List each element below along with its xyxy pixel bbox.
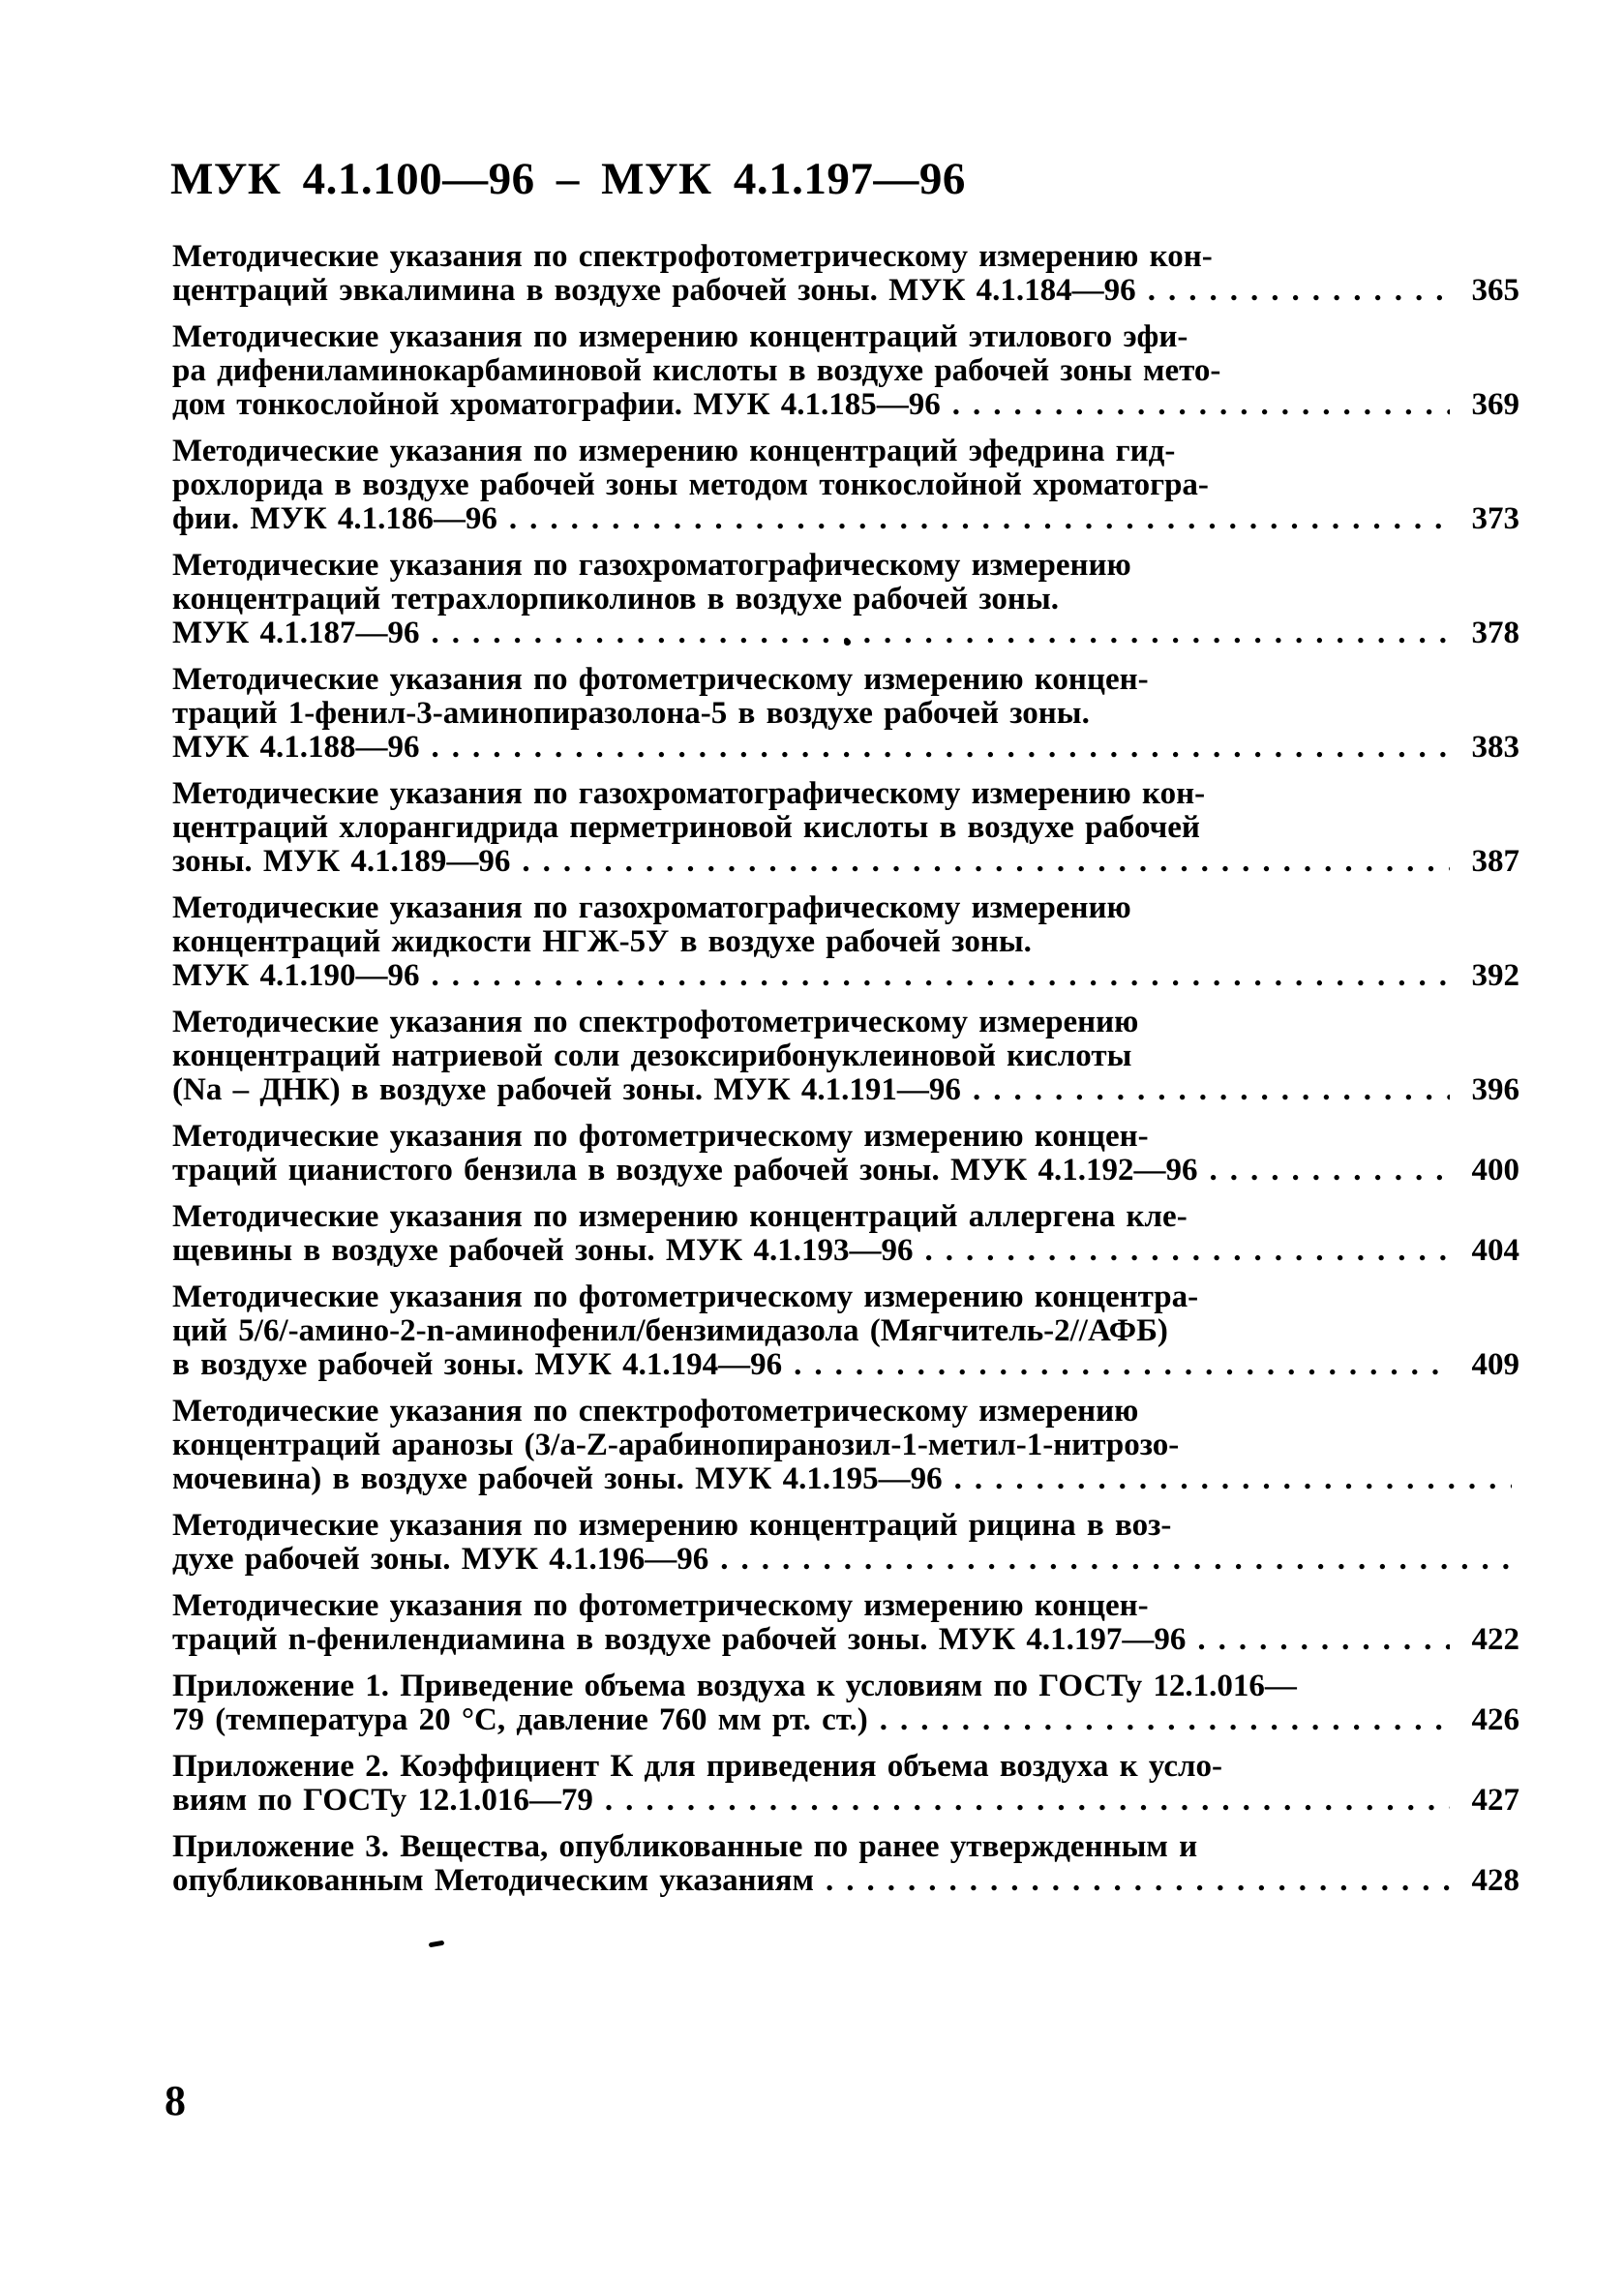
toc-entry-line: Методические указания по спектрофотометрическому измерению (172, 1005, 1139, 1039)
toc-entry (172, 663, 1519, 765)
toc-entry-page: 383 (1471, 730, 1519, 765)
toc-entry-last-line (172, 1864, 1519, 1898)
toc-entry-line: концентраций натриевой соли дезоксирибонуклеиновой кислоты (172, 1038, 1132, 1073)
dot-leader (1210, 1154, 1451, 1188)
toc-entry-last-line (172, 1073, 1519, 1107)
toc-entry-text: траций n-фенилендиамина в воздухе рабочей зоны. МУК 4.1.197—96 (172, 1622, 1187, 1657)
toc-entry-line: траций 1-фенил-3-аминопиразолона-5 в воздухе рабочей зоны. (172, 696, 1090, 731)
dot-leader (720, 1543, 1512, 1577)
toc-entry-page: 387 (1471, 844, 1519, 879)
toc-entry-line: Методические указания по измерению концентраций этилового эфи- (172, 319, 1188, 354)
toc-list (172, 240, 1519, 1911)
toc-entry-text: 79 (температура 20 °С, давление 760 мм рт. ст.) (172, 1702, 868, 1737)
toc-entry-page: 369 (1471, 387, 1519, 422)
dot-leader (432, 959, 1450, 993)
toc-entry-last-line (172, 1543, 1519, 1577)
dot-leader (954, 1462, 1512, 1496)
toc-entry-last-line (172, 1784, 1519, 1818)
toc-entry (172, 1200, 1519, 1268)
toc-entry-text: в воздухе рабочей зоны. МУК 4.1.194—96 (172, 1347, 783, 1382)
toc-entry-text: МУК 4.1.190—96 (172, 958, 420, 993)
toc-entry-page: 422 (1471, 1622, 1519, 1657)
toc-entry-line: Методические указания по фотометрическому измерению концентра- (172, 1279, 1199, 1314)
toc-entry-line: Методические указания по спектрофотометрическому измерению (172, 1394, 1139, 1429)
toc-entry-line: центраций хлорангидрида перметриновой кислоты в воздухе рабочей (172, 810, 1200, 845)
dot-leader (522, 845, 1450, 879)
toc-entry-text: виям по ГОСТу 12.1.016—79 (172, 1783, 593, 1818)
toc-entry-line: Методические указания по измерению концентраций эфедрина гид- (172, 434, 1176, 468)
toc-entry-text: зоны. МУК 4.1.189—96 (172, 844, 511, 879)
toc-entry-last-line (172, 731, 1519, 765)
toc-entry-last-line (172, 274, 1519, 308)
toc-entry-last-line (172, 1703, 1519, 1737)
toc-entry-line: Приложение 2. Коэффициент К для приведения объема воздуха к усло- (172, 1749, 1222, 1784)
toc-entry-text: мочевина) в воздухе рабочей зоны. МУК 4.1.195—96 (172, 1461, 943, 1496)
toc-entry-line: Методические указания по газохроматографическому измерению кон- (172, 776, 1206, 811)
toc-entry-line: Методические указания по измерению концентраций рицина в воз- (172, 1508, 1172, 1543)
dot-leader (605, 1784, 1450, 1818)
toc-entry (172, 1750, 1519, 1818)
dot-leader (880, 1703, 1450, 1737)
scan-artifact-dot (844, 639, 851, 646)
toc-entry-line: Методические указания по измерению концентраций аллергена кле- (172, 1199, 1188, 1234)
toc-entry (172, 240, 1519, 308)
toc-entry-line: ций 5/6/-амино-2-n-аминофенил/бензимидазола (Мягчитель-2//АФБ) (172, 1313, 1168, 1348)
toc-entry (172, 320, 1519, 422)
toc-entry (172, 1670, 1519, 1737)
toc-entry-last-line (172, 845, 1519, 879)
toc-entry (172, 1395, 1519, 1496)
toc-entry-last-line (172, 1462, 1519, 1496)
toc-entry-text: центраций эвкалимина в воздухе рабочей зоны. МУК 4.1.184—96 (172, 273, 1136, 308)
toc-entry-last-line (172, 959, 1519, 993)
toc-entry-text: (Na – ДНК) в воздухе рабочей зоны. МУК 4.1.191—96 (172, 1072, 961, 1107)
dot-leader (794, 1348, 1450, 1382)
toc-entry-text: МУК 4.1.187—96 (172, 616, 420, 650)
page-title: МУК 4.1.100—96 – МУК 4.1.197—96 (170, 154, 966, 204)
toc-entry-text: опубликованным Методическим указаниям (172, 1863, 814, 1898)
toc-entry-line: концентраций тетрахлорпиколинов в воздухе рабочей зоны. (172, 582, 1059, 617)
toc-entry-line: Приложение 3. Вещества, опубликованные по ранее утвержденным и (172, 1829, 1198, 1864)
toc-entry-last-line (172, 1348, 1519, 1382)
toc-entry-line: Методические указания по фотометрическому измерению концен- (172, 1588, 1149, 1623)
toc-entry-page: 392 (1471, 958, 1519, 993)
dot-leader (924, 1234, 1450, 1268)
toc-entry (172, 1120, 1519, 1188)
toc-entry (172, 1006, 1519, 1107)
toc-entry-line: концентраций аранозы (3/а-Z-арабинопиранозил-1-метил-1-нитрозо- (172, 1428, 1180, 1462)
toc-entry-line: Методические указания по фотометрическому измерению концен- (172, 1119, 1149, 1154)
toc-entry-line: Методические указания по газохроматографическому измерению (172, 548, 1131, 583)
dot-leader (1197, 1623, 1450, 1657)
toc-entry-line: Приложение 1. Приведение объема воздуха к условиям по ГОСТу 12.1.016— (172, 1669, 1297, 1703)
scan-artifact-dash (429, 1941, 445, 1948)
toc-entry-last-line (172, 1234, 1519, 1268)
toc-entry-page: 428 (1471, 1863, 1519, 1898)
dot-leader (432, 731, 1450, 765)
toc-entry-page: 378 (1471, 616, 1519, 650)
toc-entry-page: 365 (1471, 273, 1519, 308)
toc-entry-line: Методические указания по газохроматографическому измерению (172, 890, 1131, 925)
toc-entry-line: ра дифениламинокарбаминовой кислоты в воздухе рабочей зоны мето- (172, 353, 1221, 388)
toc-entry-page: 426 (1471, 1702, 1519, 1737)
page-number: 8 (165, 2077, 186, 2124)
dot-leader (952, 388, 1450, 422)
toc-entry (172, 777, 1519, 879)
toc-entry-page: 427 (1471, 1783, 1519, 1818)
toc-entry-last-line (172, 502, 1519, 536)
toc-entry-page: 396 (1471, 1072, 1519, 1107)
dot-leader (432, 617, 1450, 650)
toc-entry-page: 409 (1471, 1347, 1519, 1382)
toc-entry-text: щевины в воздухе рабочей зоны. МУК 4.1.193—96 (172, 1233, 914, 1268)
toc-entry (172, 891, 1519, 993)
toc-entry (172, 1830, 1519, 1898)
toc-entry-last-line (172, 388, 1519, 422)
toc-entry-text: траций цианистого бензила в воздухе рабочей зоны. МУК 4.1.192—96 (172, 1153, 1198, 1188)
toc-entry-page: 404 (1471, 1233, 1519, 1268)
toc-entry-line: рохлорида в воздухе рабочей зоны методом тонкослойной хроматогра- (172, 467, 1209, 502)
toc-entry-page: 400 (1471, 1153, 1519, 1188)
dot-leader (509, 502, 1450, 536)
toc-entry-text: фии. МУК 4.1.186—96 (172, 501, 497, 536)
toc-entry (172, 549, 1519, 650)
toc-entry-text: дом тонкослойной хроматографии. МУК 4.1.185—96 (172, 387, 941, 422)
toc-entry (172, 1509, 1519, 1577)
toc-entry-line: Методические указания по фотометрическому измерению концен- (172, 662, 1149, 697)
toc-entry-last-line (172, 1154, 1519, 1188)
dot-leader (826, 1864, 1450, 1898)
toc-entry-last-line (172, 1623, 1519, 1657)
toc-entry (172, 1280, 1519, 1382)
toc-entry-line: концентраций жидкости НГЖ-5У в воздухе рабочей зоны. (172, 924, 1032, 959)
toc-entry (172, 1589, 1519, 1657)
toc-entry-page: 373 (1471, 501, 1519, 536)
toc-entry-text: духе рабочей зоны. МУК 4.1.196—96 (172, 1542, 709, 1577)
toc-entry-line: Методические указания по спектрофотометрическому измерению кон- (172, 239, 1213, 274)
toc-entry (172, 435, 1519, 536)
dot-leader (973, 1073, 1450, 1107)
dot-leader (1148, 274, 1450, 308)
toc-entry-text: МУК 4.1.188—96 (172, 730, 420, 765)
